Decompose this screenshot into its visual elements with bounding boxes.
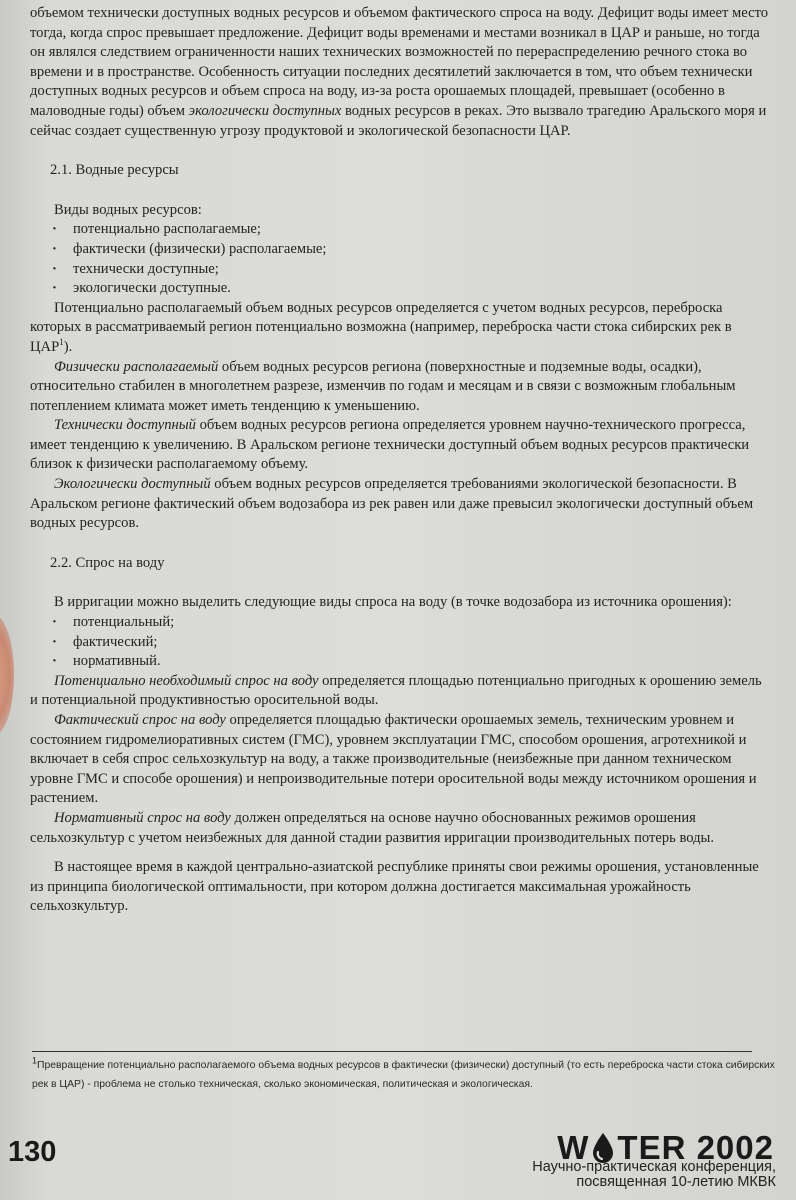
demand-intro-paragraph: В ирригации можно выделить следующие виды спроса на воду (в точке водозабора из источника орошения): <box>54 594 732 611</box>
list-item: · фактический; <box>50 633 770 653</box>
paragraph-normative-demand <box>30 809 770 848</box>
section-heading-water-demand: 2.2. Спрос на воду <box>50 554 165 571</box>
logo-letter-w: W <box>557 1129 590 1166</box>
list-item: · потенциально располагаемые; <box>50 220 770 240</box>
paragraph-text: определяется площадью потенциально пригодных к орошению земель и потенциальной продуктивностью оросительной воды. <box>30 672 762 709</box>
paragraph-text: объем водных ресурсов региона определяется уровнем научно-технического прогресса, имеет тенденцию к увеличению. В Аральском регионе технически доступный объем водных ресурсов практически близок к физически располагаемому объему. <box>30 417 750 473</box>
page-number: 130 <box>8 1136 57 1168</box>
paragraph-potential-resources <box>30 299 770 358</box>
water-resource-types-title: Виды водных ресурсов: <box>54 201 202 218</box>
term-emphasis: Нормативный спрос на воду <box>54 809 231 826</box>
paragraph-text: объем водных ресурсов определяется требованиями экологической безопасности. В Аральском регионе фактический объем водозабора из рек равен или даже превысил экологически доступный объем водных ресурсов. <box>30 476 754 532</box>
list-item: · нормативный. <box>50 652 770 672</box>
paragraph-text: определяется площадью фактически орошаемых земель, техническим уровнем и состоянием гидромелиоративных систем (ГМС), уровнем эксплуатации ГМС, способом орошения, агротехникой и включает в себя спрос сельхозкультур на воду, а также производительные (неизбежные при данном техническом уровне ГМС и способе орошения) и непроизводительные потери оросительной воды между источником орошения и растением. <box>30 712 757 807</box>
conference-caption <box>532 1160 776 1190</box>
paragraph-text: объем водных ресурсов региона (поверхностные и подземные воды, осадки), относительно стабилен в многолетнем разрезе, изменчив по годам и месяцам и в связи с возможным глобальным потеплением климата может иметь тенденцию к уменьшению. <box>30 358 736 414</box>
paragraph-actual-demand <box>30 711 770 809</box>
intro-emphasis: экологически доступных <box>188 102 342 119</box>
footnote-reference[interactable]: 1 <box>59 337 64 348</box>
paragraph-text: должен определяться на основе научно обоснованных режимов орошения сельхозкультур с учетом неизбежных для данной стадии развития ирригации производительных потерь воды. <box>30 809 715 846</box>
footnote <box>32 1056 777 1094</box>
paragraph-physical-resources <box>30 358 770 417</box>
logo-text: TER 2002 <box>617 1129 774 1166</box>
list-item: · потенциальный; <box>50 613 770 633</box>
footnote-divider <box>32 1051 752 1052</box>
footnote-marker: 1 <box>32 1055 38 1066</box>
demand-types-list <box>30 613 770 672</box>
paragraph-text: Потенциально располагаемый объем водных ресурсов определяется с учетом водных ресурсов, переброска которых в рассматриваемый регион потенциально возможна (например, переброска части стока сибирских рек в ЦАР <box>30 299 732 355</box>
paragraph-current-regimes: В настоящее время в каждой центрально-азиатской республике приняты свои режимы орошения, установленные из принципа биологической оптимальности, при котором должна достигается максимальная урожайность сельхозкультур. <box>30 859 759 915</box>
intro-text: объемом технически доступных водных ресурсов и объемом фактического спроса на воду. Дефицит воды имеет место тогда, когда спрос превышает предложение. Дефицит воды временами и местами возникал в ЦАР и раньше, но тогда он являлся следствием ограниченности наших технических возможностей по перераспределению речного стока во времени и в пространстве. Особенность ситуации последних десятилетий заключается в том, что объем технически доступных водных ресурсов и объем спроса на воду, из-за роста орошаемых площадей, превышает (особенно в маловодные годы) объем <box>30 5 769 119</box>
term-emphasis: Физически располагаемый <box>54 358 219 375</box>
conference-line-2: посвященная 10-летию МКВК <box>576 1174 776 1190</box>
paragraph-technical-resources <box>30 416 770 475</box>
intro-paragraph <box>30 4 770 141</box>
section-heading-water-resources: 2.1. Водные ресурсы <box>50 162 179 179</box>
paragraph-potential-demand <box>30 672 770 711</box>
term-emphasis: Потенциально необходимый спрос на воду <box>54 672 319 689</box>
term-emphasis: Экологически доступный <box>54 476 211 493</box>
list-item: · технически доступные; <box>50 260 770 280</box>
term-emphasis: Технически доступный <box>54 417 196 434</box>
paragraph-text-end: ). <box>63 338 73 355</box>
water-resource-types-list <box>30 220 770 298</box>
intro-text-end: водных ресурсов в реках. Это вызвало трагедию Аральского моря и сейчас создает существенную угрозу продуктовой и экологической безопасности ЦАР. <box>30 102 767 139</box>
conference-line-1: Научно-практическая конференция, <box>532 1159 776 1175</box>
page-content <box>30 4 770 917</box>
list-item: · экологически доступные. <box>50 279 770 299</box>
thumb-shadow <box>0 615 14 735</box>
term-emphasis: Фактический спрос на воду <box>54 712 226 728</box>
paragraph-ecological-resources <box>30 475 770 534</box>
footnote-text: Превращение потенциально располагаемого объема водных ресурсов в фактически (физически) доступный (то есть переброска части стока сибирских рек в ЦАР) - проблема не столько техническая, сколько экономическая, политическая и экологическая. <box>32 1060 775 1090</box>
list-item: · фактически (физически) располагаемые; <box>50 240 770 260</box>
